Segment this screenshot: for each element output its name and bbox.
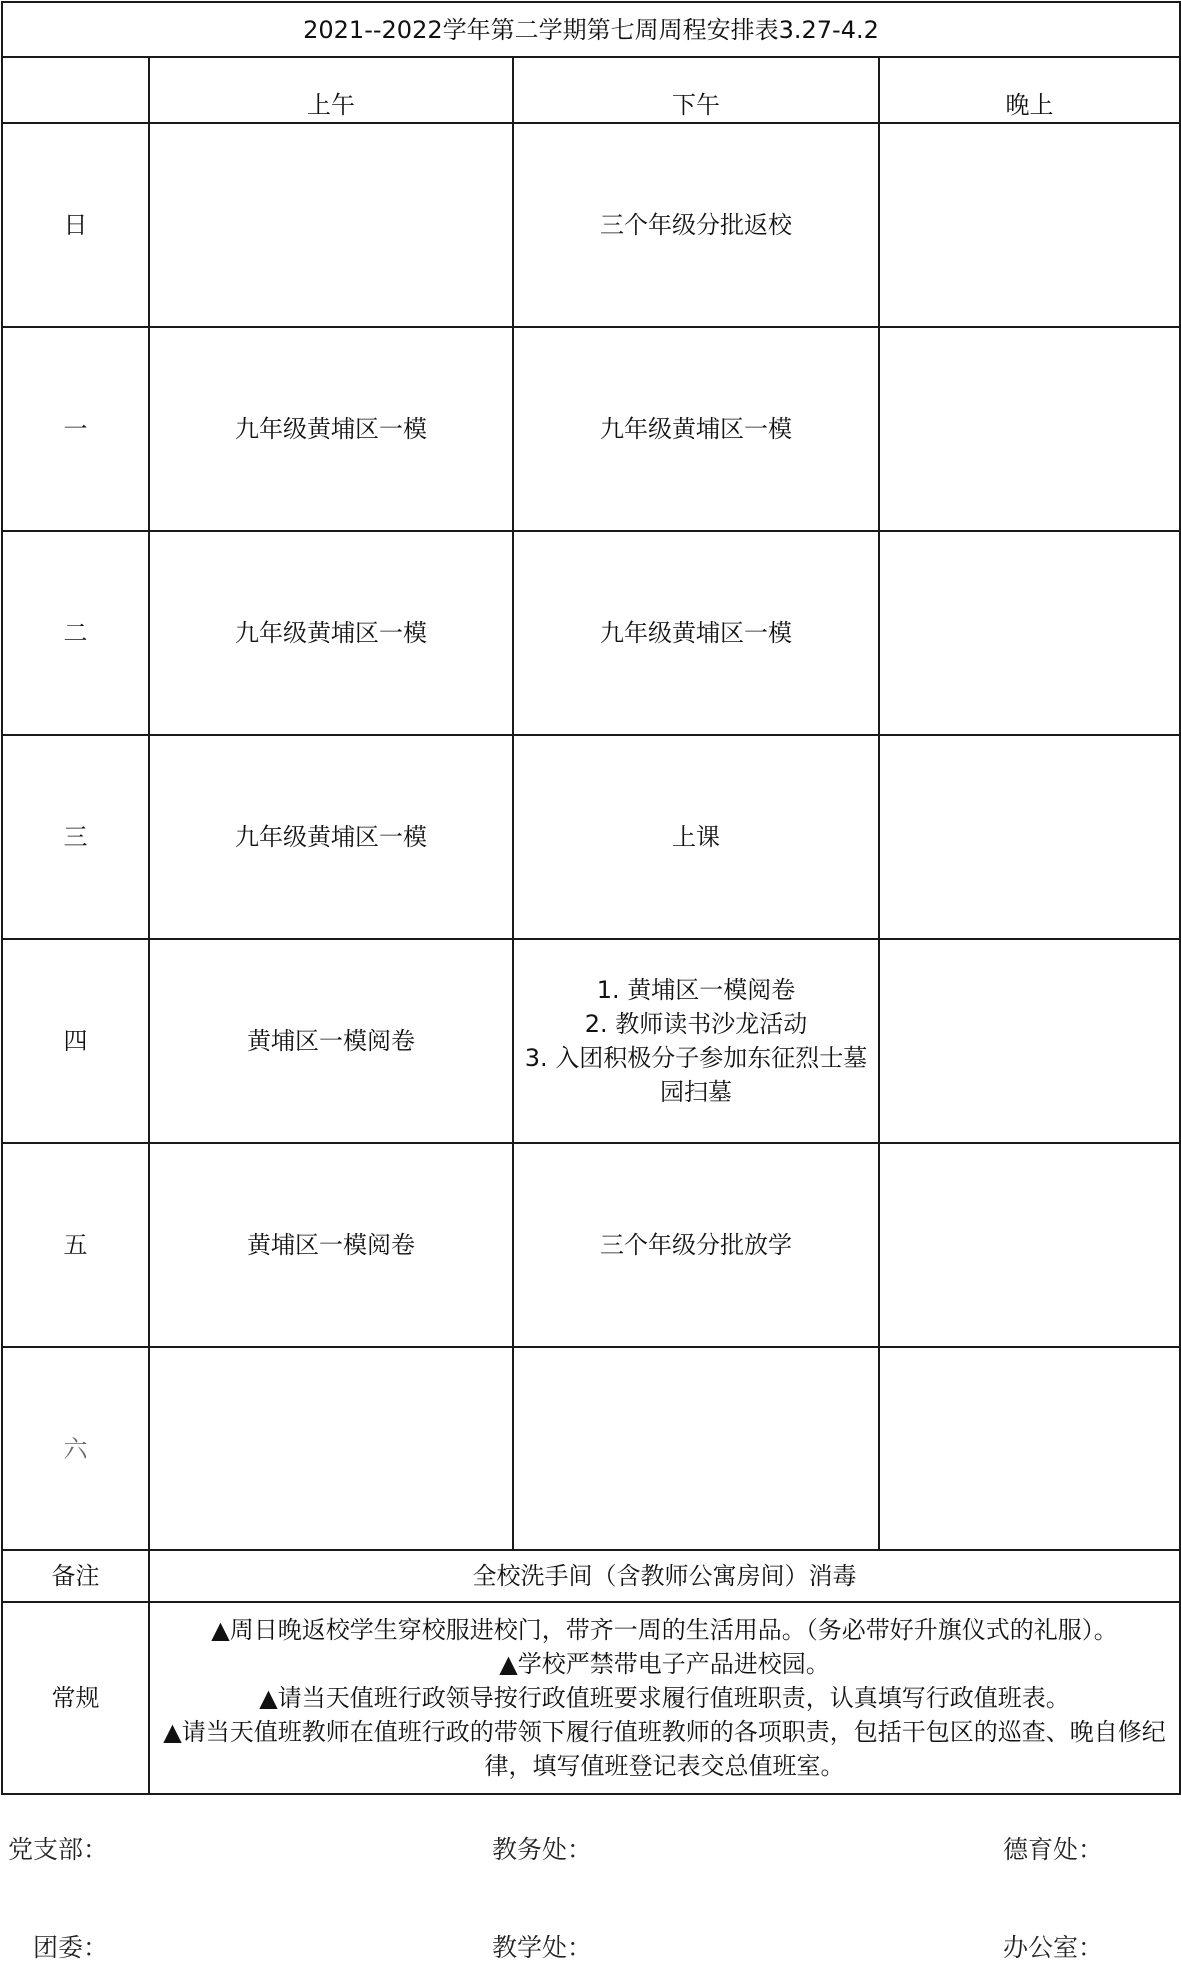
routine-line: ▲请当天值班教师在值班行政的带领下履行值班教师的各项职责，包括干包区的巡查、晚自修纪 xyxy=(163,1718,1166,1746)
morning-cell: 黄埔区一模阅卷 xyxy=(149,1143,513,1347)
afternoon-cell: 三个年级分批放学 xyxy=(513,1143,879,1347)
header-row xyxy=(2,57,1180,123)
day-row-sunday xyxy=(2,123,1180,327)
routine-line: 律，填写值班登记表交总值班室。 xyxy=(484,1752,845,1780)
remark-text: 全校洗手间（含教师公寓房间）消毒 xyxy=(149,1550,1180,1602)
header-corner xyxy=(2,57,149,123)
remark-label: 备注 xyxy=(2,1550,149,1602)
signature-teaching-office: 教学处： xyxy=(492,1933,593,1962)
signature-area xyxy=(0,1790,1181,1960)
routine-line: ▲周日晚返校学生穿校服进校门，带齐一周的生活用品。（务必带好升旗仪式的礼服）。 xyxy=(211,1616,1118,1644)
afternoon-cell: 三个年级分批返校 xyxy=(513,123,879,327)
day-label: 五 xyxy=(2,1143,149,1347)
day-row-saturday xyxy=(2,1347,1180,1550)
afternoon-line: 1. 黄埔区一模阅卷 xyxy=(596,976,796,1004)
day-label: 二 xyxy=(2,531,149,735)
afternoon-line: 园扫墓 xyxy=(660,1078,732,1106)
weekly-schedule-table xyxy=(1,1,1181,1795)
evening-cell xyxy=(879,939,1180,1143)
morning-cell xyxy=(149,123,513,327)
afternoon-cell: 九年级黄埔区一模 xyxy=(513,531,879,735)
routine-label: 常规 xyxy=(2,1602,149,1794)
afternoon-cell xyxy=(513,1347,879,1550)
evening-cell xyxy=(879,531,1180,735)
signature-youth-league: 团委： xyxy=(33,1933,109,1962)
day-row-thursday xyxy=(2,939,1180,1143)
header-afternoon: 下午 xyxy=(513,57,879,123)
morning-cell xyxy=(149,1347,513,1550)
day-row-friday xyxy=(2,1143,1180,1347)
day-row-monday xyxy=(2,327,1180,531)
evening-cell xyxy=(879,327,1180,531)
day-label: 四 xyxy=(2,939,149,1143)
day-label: 一 xyxy=(2,327,149,531)
morning-cell: 九年级黄埔区一模 xyxy=(149,735,513,939)
day-row-tuesday xyxy=(2,531,1180,735)
morning-cell: 九年级黄埔区一模 xyxy=(149,531,513,735)
afternoon-line: 2. 教师读书沙龙活动 xyxy=(584,1010,808,1038)
afternoon-cell: 上课 xyxy=(513,735,879,939)
title-row xyxy=(2,2,1180,57)
routine-line: ▲请当天值班行政领导按行政值班要求履行值班职责，认真填写行政值班表。 xyxy=(259,1684,1070,1712)
afternoon-cell: 九年级黄埔区一模 xyxy=(513,327,879,531)
afternoon-line: 3. 入团积极分子参加东征烈士墓 xyxy=(524,1044,868,1072)
signature-general-office: 办公室： xyxy=(1003,1933,1104,1962)
afternoon-cell xyxy=(513,939,879,1143)
morning-cell: 黄埔区一模阅卷 xyxy=(149,939,513,1143)
day-row-wednesday xyxy=(2,735,1180,939)
signature-moral-education: 德育处： xyxy=(1003,1835,1104,1864)
routine-row xyxy=(2,1602,1180,1794)
evening-cell xyxy=(879,735,1180,939)
day-label: 三 xyxy=(2,735,149,939)
signature-academic-affairs: 教务处： xyxy=(492,1835,593,1864)
remark-row xyxy=(2,1550,1180,1602)
day-label: 日 xyxy=(2,123,149,327)
header-morning: 上午 xyxy=(149,57,513,123)
evening-cell xyxy=(879,1347,1180,1550)
evening-cell xyxy=(879,1143,1180,1347)
schedule-title: 2021--2022学年第二学期第七周周程安排表3.27-4.2 xyxy=(2,2,1180,57)
routine-line: ▲学校严禁带电子产品进校园。 xyxy=(499,1650,830,1678)
day-label: 六 xyxy=(2,1347,149,1550)
header-evening: 晚上 xyxy=(879,57,1180,123)
evening-cell xyxy=(879,123,1180,327)
routine-notes xyxy=(149,1602,1180,1794)
morning-cell: 九年级黄埔区一模 xyxy=(149,327,513,531)
signature-party-branch: 党支部： xyxy=(8,1835,109,1864)
